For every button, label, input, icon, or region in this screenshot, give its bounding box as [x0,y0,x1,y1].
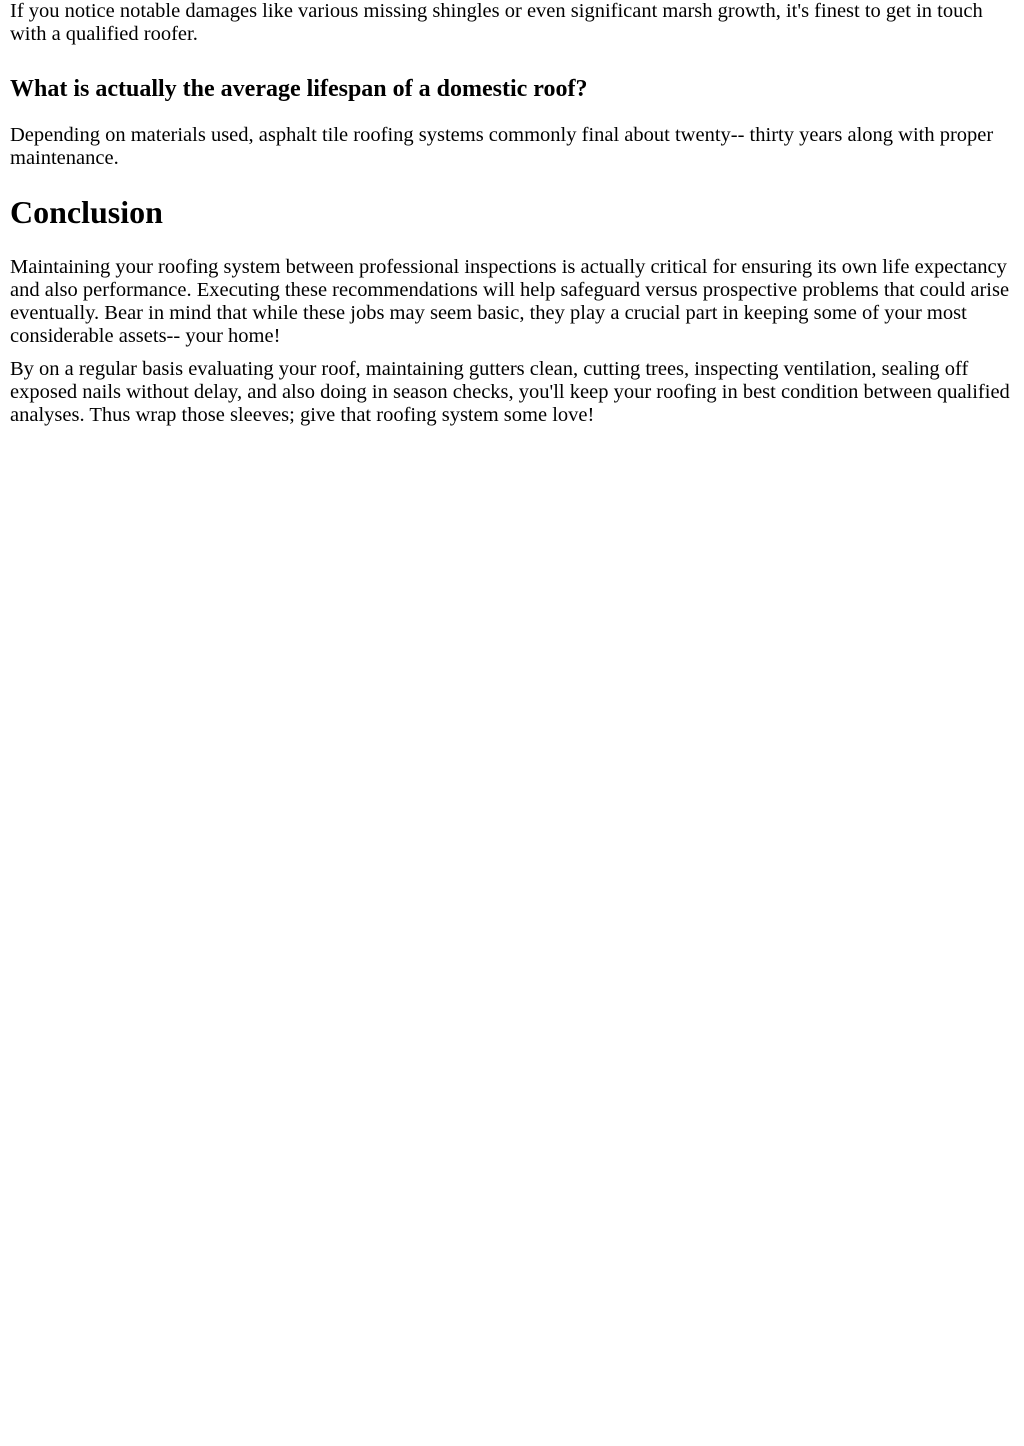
faq-question-heading: What is actually the average lifespan of a domestic roof? [10,76,588,102]
intro-paragraph: If you notice notable damages like various missing shingles or even significant marsh growth, it's finest to get in touch with a qualified roofer. [10,0,983,45]
conclusion-paragraph-2: By on a regular basis evaluating your roof, maintaining gutters clean, cutting trees, inspecting ventilation, sealing off exposed nails without delay, and also doing in season checks, you'll keep your roofing in best condition between qualified analyses. Thus wrap those sleeves; give that roofing system some love! [10,358,1010,426]
conclusion-heading: Conclusion [10,194,163,230]
faq-answer-paragraph: Depending on materials used, asphalt tile roofing systems commonly final about twenty-- thirty years along with proper maintenance. [10,124,994,169]
conclusion-paragraph-1: Maintaining your roofing system between professional inspections is actually critical for ensuring its own life expectancy and also performance. Executing these recommendations will help safeguard versus prospective problems that could arise eventually. Bear in mind that while these jobs may seem basic, they play a crucial part in keeping some of your most considerable assets-- your home! [10,256,1010,347]
